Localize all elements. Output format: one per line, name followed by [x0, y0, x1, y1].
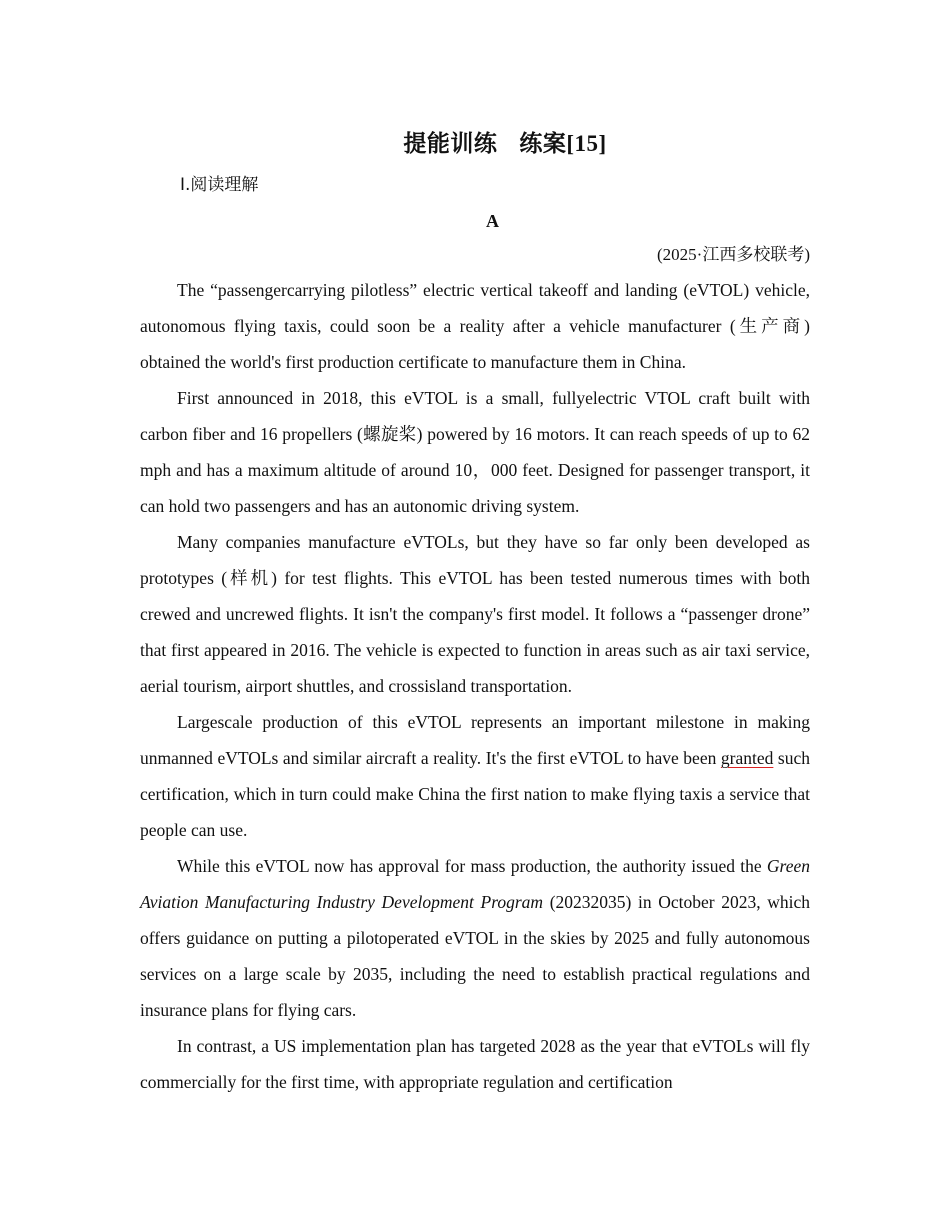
document-page — [140, 126, 810, 1100]
paragraph-2: First announced in 2018, this eVTOL is a small, fullyelectric VTOL craft built with carbon fiber and 16 propellers (螺旋桨) powered by 16 motors. It can reach speeds of up to 62 mph and has a maximum altitude of around 10，000 feet. Designed for passenger transport, it can hold two passengers and has an autonomic driving system. — [140, 388, 810, 516]
program-title: Green Aviation Manufacturing Industry Development Program — [140, 856, 810, 912]
paragraph-6: In contrast, a US implementation plan has targeted 2028 as the year that eVTOLs will fly commercially for the first time, with appropriate regulation and certification — [140, 1036, 810, 1092]
passage-source: (2025·江西多校联考) — [657, 245, 810, 264]
paragraph-5-part-1: While this eVTOL now has approval for mass production, the authority issued the — [177, 856, 767, 876]
title-main: 提能训练 — [403, 131, 498, 156]
paragraph-4-part-2: such certification, which in turn could make China the first nation to make flying taxis a service that people can use. — [140, 748, 810, 840]
paragraph-3: Many companies manufacture eVTOLs, but they have so far only been developed as prototypes (样机) for test flights. This eVTOL has been tested numerous times with both crewed and uncrewed flights. It isn't the company's first model. It follows a “passenger drone” that first appeared in 2016. The vehicle is expected to function in areas such as air taxi service, aerial tourism, airport shuttles, and crossisland transportation. — [140, 532, 810, 696]
paragraph-5-part-2: (20232035) in October 2023, which offers guidance on putting a pilotoperated eVTOL in the skies by 2025 and fully autonomous services on a large scale by 2035, including the need to establish practical regulations and insurance plans for flying cars. — [140, 892, 811, 1020]
paragraph-1: The “passengercarrying pilotless” electric vertical takeoff and landing (eVTOL) vehicle, autonomous flying taxis, could soon be a reality after a vehicle manufacturer (生产商) obtained the world's first production certificate to manufacture them in China. — [140, 280, 810, 372]
underlined-word: granted — [720, 748, 774, 768]
paragraph-4 — [140, 704, 810, 848]
paragraph-4-part-1: Largescale production of this eVTOL represents an important milestone in making unmanned eVTOLs and similar aircraft a reality. It's the first eVTOL to have been — [140, 712, 810, 768]
section-heading: Ⅰ.阅读理解 — [180, 175, 259, 195]
paragraph-5 — [140, 848, 810, 1028]
passage-letter: A — [486, 211, 499, 231]
page-title — [200, 126, 810, 162]
title-sub: 练案[15] — [519, 131, 607, 156]
